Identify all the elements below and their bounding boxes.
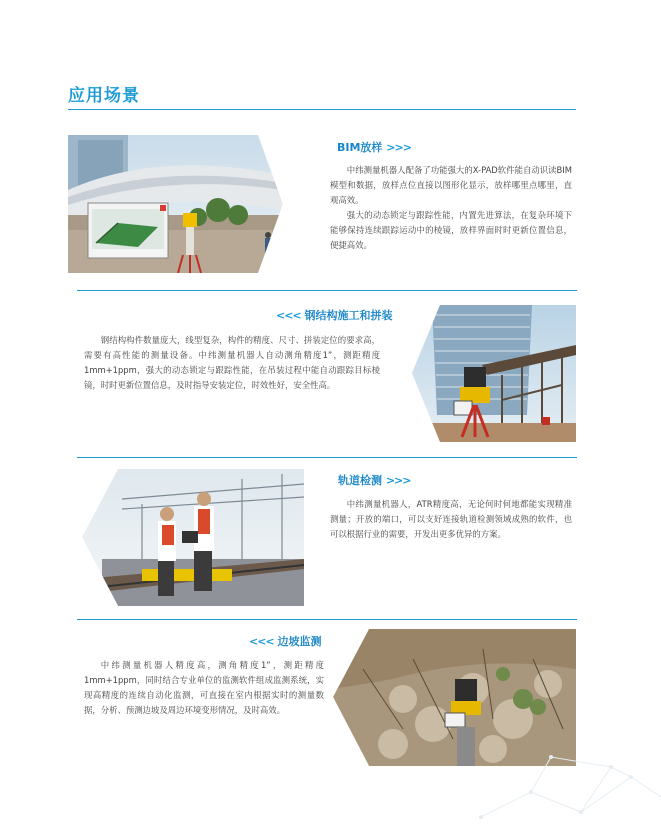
- section-title-slope: <<< 边坡监测: [249, 635, 322, 648]
- chevron-right-icon: >>>: [386, 141, 411, 154]
- paragraph: 中纬测量机器人精度高，测角精度1”，测距精度1mm+1ppm，同时结合专业单位的监测软件组成监测系统，实现高精度的连续自动化监测，可直接在室内根据实时的测量数据，分析、预测边坡及周边环境变形情况，及时高效。: [84, 660, 324, 715]
- section-body-bim: [330, 163, 572, 253]
- section-body-rail: [330, 497, 572, 542]
- paragraph: 钢结构构件数量庞大，线型复杂，构件的精度、尺寸、拼装定位的要求高，需要有高性能的测量设备。中纬测量机器人自动测角精度1”，测距精度1mm+1ppm，强大的动态锁定与跟踪性能，在吊装过程中能自动跟踪目标棱镜，时时更新位置信息，及时指导安装定位，时效性好，安全性高。: [84, 335, 380, 390]
- paragraph: 中纬测量机器人配备了功能强大的X-PAD软件能自动识读BIM模型和数据，放样点位直接以图形化显示，放样哪里点哪里，直观高效。: [330, 165, 572, 205]
- section-body-steel: [84, 333, 380, 393]
- building-stakeout-photo: [68, 135, 283, 273]
- rail-inspection-photo: [82, 469, 304, 606]
- section-body-slope: [84, 658, 324, 718]
- chevron-left-icon: <<<: [249, 635, 274, 648]
- section-divider: [77, 457, 577, 458]
- network-pattern-decoration: [461, 747, 661, 827]
- section-title-rail: 轨道检测 >>>: [338, 474, 411, 487]
- chevron-right-icon: >>>: [385, 474, 411, 487]
- section-divider: [77, 619, 577, 620]
- page-title: 应用场景: [68, 86, 140, 106]
- section-divider: [77, 290, 577, 291]
- section-title-bim: BIM放样 >>>: [337, 141, 411, 154]
- slope-monitoring-photo: [333, 629, 576, 766]
- paragraph: 强大的动态锁定与跟踪性能，内置先进算法，在复杂环境下能够保持连续跟踪运动中的棱镜，放样界面时时更新位置信息，便捷高效。: [330, 210, 572, 250]
- section-title-steel: <<< 钢结构施工和拼装: [276, 309, 393, 322]
- paragraph: 中纬测量机器人，ATR精度高，无论何时何地都能实现精准测量；开放的端口，可以支好连接轨道检测领域成熟的软件，也可以根据行业的需要，开发出更多优异的方案。: [330, 499, 572, 539]
- title-divider: [68, 109, 576, 110]
- chevron-left-icon: <<<: [276, 309, 301, 322]
- steel-structure-photo: [412, 305, 576, 442]
